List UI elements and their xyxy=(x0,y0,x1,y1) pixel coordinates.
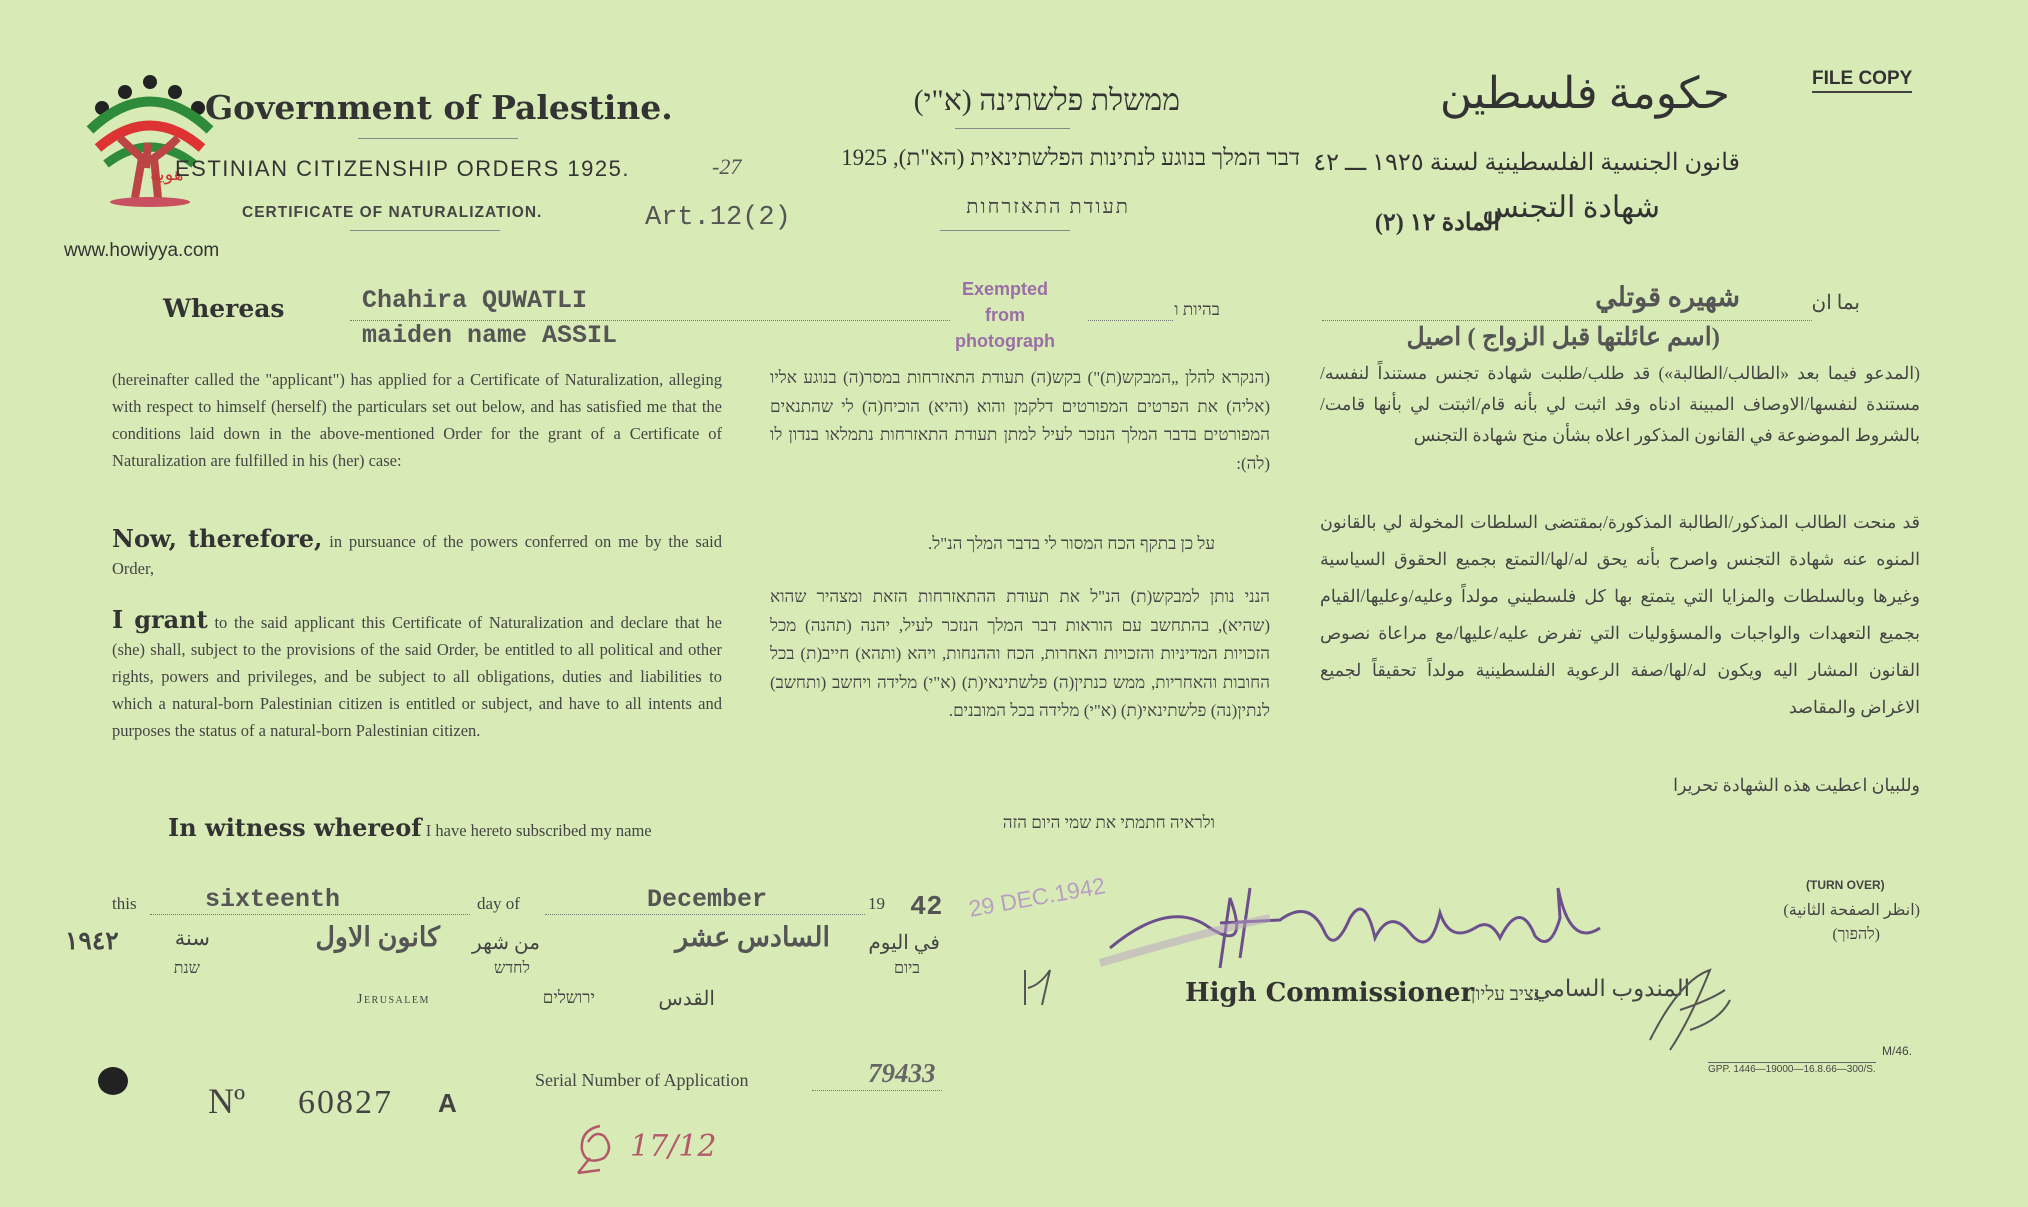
hebrew-paragraph-3: הנני נותן למבקש(ת) הנ"ל את תעודת ההתאזרחות הזאת ומצהיר שהוא (שהיא), בהתחשב עם הוראות דבר המלך הנזכר לעיל, יהנה (תהנה) מכל הזכויות המדיניות והזכויות האחרות, הכח וההנחות, ויהא (ותהא) חייב(ת) בכל החובות והאחריות, ממש כנתין(ה) פלשתינאי(ת) (א"י) מלידה ויחשב (ותחשב) לנתין(נה) פלשתינאי(ת) (א"י) מלידה בכל המובנים. xyxy=(770,587,1270,720)
turn-over-arabic: (انظر الصفحة الثانية) xyxy=(1783,902,1920,919)
english-paragraph-2 xyxy=(112,525,722,582)
date-day-of-label: day of xyxy=(477,894,520,913)
certificate-number-label: Nº xyxy=(208,1081,246,1121)
hebrew-cert-label: תעודת התאזרחות xyxy=(966,196,1130,218)
serial-number: 79433 xyxy=(868,1058,936,1088)
turn-over-label: (TURN OVER) xyxy=(1806,878,1885,892)
arabic-year: ١٩٤٢ xyxy=(65,928,119,955)
hebrew-shana: שנת xyxy=(173,960,200,977)
check-mark-icon xyxy=(1020,960,1060,1010)
english-paragraph-2-text: in pursuance of the powers conferred on me by the said Order, xyxy=(112,532,722,578)
arabic-sana: سنة xyxy=(174,926,210,950)
print-code: GPP. 1446—19000—16.8.66—300/S. xyxy=(1708,1064,1876,1075)
hebrew-paragraph-1: (הנקרא להלן „המבקש(ת)") בקש(ה) תעודת התאזרחות במסר(ה) בנוגע אליו (אליה) את הפרטים המפורטים דלקמן והוא (והיא) הוכיח(ה) לי שהתנאים המפורטים בדבר המלך הנזכר לעיל למתן תעודת התאזרחות נתמלאו בנדון לו (לה): xyxy=(770,368,1270,473)
certificate-number-suffix: A xyxy=(438,1088,457,1118)
serial-line xyxy=(812,1090,942,1091)
day-line xyxy=(150,914,470,915)
article-reference: Art.12(2) xyxy=(645,203,791,233)
serial-label: Serial Number of Application xyxy=(535,1070,749,1090)
arabic-min-shahr: من شهر xyxy=(472,932,540,954)
initials-icon xyxy=(1640,960,1740,1060)
arabic-order-title: قانون الجنسية الفلسطينية لسنة ١٩٢٥ ـــ ٤٢ xyxy=(1313,150,1740,176)
tick-mark xyxy=(1020,960,1060,1015)
arabic-paragraph-2: قد منحت الطالب المذكور/الطالبة المذكورة/بمقتضى السلطات المخولة لي بالقانون المنوه عنه شهادة التجنس واصرح بأنه يحق له/لها/التمتع بجميع الحقوق السياسية وغيرها وبالسلطات والمزايا التي يتمتع بها كل فلسطيني مولداً وعليه/وعليها/القيام بجميع التعهدات والواجبات والمسؤوليات التي تفرض عليه/عليها/مع مراعاة نصوص القانون المشار اليه ويكون له/لها/صفة الرعوية الفلسطينية مولداً تحقيقاً لجميع الاغراض والمقاصد xyxy=(1320,512,1920,717)
arabic-cert-label: شهادة التجنس xyxy=(1482,191,1660,224)
order-handwritten-suffix: -27 xyxy=(712,154,742,179)
hebrew-order-title: דבר המלך בנוגע לנתינות הפלשתינאית (הא"ת), 1925 xyxy=(841,145,1300,170)
place-arabic: القدس xyxy=(658,988,715,1010)
applicant-maiden-name: maiden name ASSIL xyxy=(362,321,618,350)
hebrew-name-line xyxy=(1088,320,1173,321)
initials-scribble xyxy=(1640,960,1740,1065)
english-paragraph-3-text: to the said applicant this Certificate of Naturalization and declare that he (she) shall, subject to the provisions of the said Order, be entitled to all political and other rights, powers and privileges, and be subject to all obligations, duties and liabilities to which a natural-born Palestinian citizen is entitled or subject, and have to all intents and purposes the status of a natural-born Palestinian citizen. xyxy=(112,613,722,740)
family-tree-icon xyxy=(80,68,220,208)
english-paragraph-1: (hereinafter called the "applicant") has applied for a Certificate of Naturalization, alleging with respect to himself (herself) the particulars set out below, and has satisfied me that the conditions laid down in the above-mentioned Order for the grant of a Certificate of Naturalization are fulfilled in his (her) case: xyxy=(112,370,722,470)
hebrew-paragraph-2: על כן בתקף הכח המסור לי בדבר המלך הנ"ל. xyxy=(928,534,1215,553)
now-therefore-lead: Now, therefore, xyxy=(112,524,323,553)
english-cert-label: CERTIFICATE OF NATURALIZATION. xyxy=(242,204,543,221)
whereas-label: Whereas xyxy=(163,294,285,323)
logo-url[interactable]: www.howiyya.com xyxy=(64,240,220,261)
arabic-article-label: المادة ١٢ (٢) xyxy=(1374,210,1500,236)
arabic-maiden-name: (اسم عائلتها قبل الزواج ) اصيل xyxy=(1406,324,1720,351)
date-month: December xyxy=(647,885,768,914)
month-line xyxy=(545,914,865,915)
arabic-applicant-name: شهيره قوتلي xyxy=(1595,282,1740,312)
date-day: sixteenth xyxy=(205,885,341,914)
received-date-stamp: 29 DEC.1942 xyxy=(966,872,1108,922)
file-copy-label: FILE COPY xyxy=(1812,68,1912,93)
handwritten-initial-icon xyxy=(570,1118,630,1178)
arabic-fi-alyawm: في اليوم xyxy=(868,932,940,954)
english-paragraph-3 xyxy=(112,606,722,744)
arabic-whereas: بما ان xyxy=(1811,292,1860,314)
turn-over-hebrew: (להפוך) xyxy=(1832,926,1880,943)
hebrew-paragraph-4: ולראיה חתמתי את שמי היום הזה xyxy=(1002,813,1215,832)
title-underline xyxy=(358,138,518,139)
arabic-month: كانون الاول xyxy=(315,922,440,952)
english-paragraph-4 xyxy=(168,814,728,844)
high-commissioner-title: High Commissioner xyxy=(1185,978,1475,1008)
hebrew-cert-underline xyxy=(940,230,1070,231)
stamp-line-3: photograph xyxy=(955,331,1055,351)
arabic-title: حكومة فلسطين xyxy=(1439,69,1730,118)
high-commissioner-signature xyxy=(1080,858,1640,983)
high-commissioner-arabic: المندوب السامي xyxy=(1533,976,1690,1001)
arabic-name-line xyxy=(1322,320,1812,321)
place-english: Jerusalem xyxy=(357,992,430,1007)
stamp-line-1: Exempted xyxy=(961,279,1049,299)
photo-exemption-stamp xyxy=(930,276,1080,354)
certificate-number: 60827 xyxy=(298,1084,393,1121)
arabic-paragraph-3: وللبيان اعطيت هذه الشهادة تحريرا xyxy=(1673,775,1920,795)
date-year: 42 xyxy=(910,893,943,923)
high-commissioner-hebrew: נציב עליון xyxy=(1470,984,1540,1005)
hebrew-lahodesh: לחדש xyxy=(494,960,530,977)
arabic-day: السادس عشر xyxy=(675,922,830,952)
logo-arabic: هوية xyxy=(150,164,184,185)
hebrew-whereas: בהיות ו xyxy=(1174,300,1220,319)
date-this-label: this xyxy=(112,894,137,913)
handwritten-note xyxy=(570,1118,716,1178)
handwritten-date: 17/12 xyxy=(630,1129,717,1164)
date-year-prefix: 19 xyxy=(868,894,885,913)
form-code: M/46. xyxy=(1882,1044,1913,1058)
hebrew-title: ממשלת פלשתינה (א"י) xyxy=(913,84,1180,117)
in-witness-lead: In witness whereof xyxy=(168,813,422,842)
applicant-name: Chahira QUWATLI xyxy=(362,286,588,315)
i-grant-lead: I grant xyxy=(112,605,208,634)
arabic-paragraph-1: (المدعو فيما بعد «الطالب/الطالبة») قد طلب/طلبت شهادة تجنس مستنداً لنفسه/مستندة لنفسها/الاوصاف المبينة ادناه وقد اثبت لي بأنه قام/اثبتت لي بأنها قامت/بالشروط الموضوعة في القانون المذكور اعلاه بشأن منح شهادة التجنس xyxy=(1320,363,1920,445)
place-hebrew: ירושלים xyxy=(542,988,595,1007)
stamp-line-2: from xyxy=(985,305,1025,325)
english-order-title: ESTINIAN CITIZENSHIP ORDERS 1925. xyxy=(175,156,630,181)
punch-hole-icon xyxy=(98,1067,128,1095)
hebrew-title-underline xyxy=(955,128,1070,129)
signature-scribble-icon xyxy=(1080,858,1640,978)
cert-underline xyxy=(350,230,500,231)
hebrew-beyom: ביום xyxy=(894,960,920,977)
english-title: Government of Palestine. xyxy=(205,88,673,127)
english-paragraph-4-text: I have hereto subscribed my name xyxy=(421,821,652,840)
